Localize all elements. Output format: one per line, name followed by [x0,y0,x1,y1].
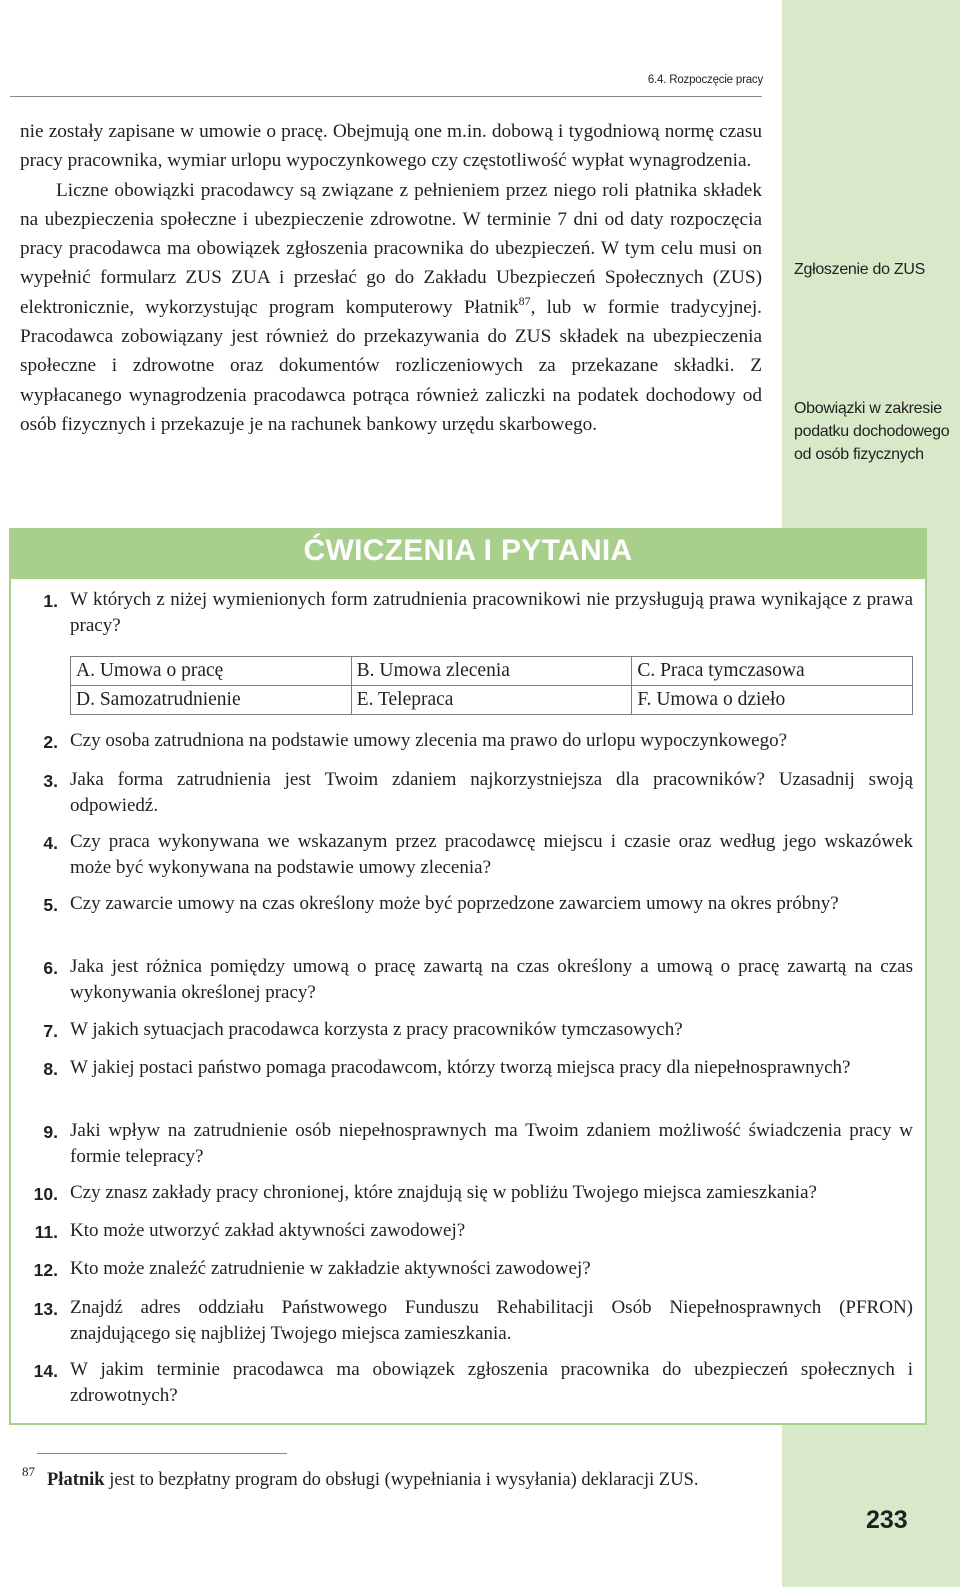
question-number: 4. [43,833,58,853]
footnote-text: jest to bezpłatny program do obsługi (wypełniania i wysyłania) deklaracji ZUS. [104,1470,699,1490]
question-text: Jaki wpływ na zatrudnienie osób niepełnosprawnych ma Twoim zdaniem możliwość świadczenia pracy w formie telepracy? [70,1120,913,1167]
footnote-reference[interactable]: 87 [518,293,531,308]
exercise-title: ĆWICZENIA I PYTANIA [303,534,633,567]
answer-options-table [70,656,913,715]
question-number: 8. [43,1059,58,1079]
footnote [22,1464,699,1494]
question-number: 11. [34,1222,58,1242]
question-text: W których z niżej wymienionych form zatrudnienia pracownikowi nie przysługują prawa wynikające z prawa pracy? [70,589,913,636]
question-text: Kto może znaleźć zatrudnienie w zakładzie aktywności zawodowej? [70,1258,591,1279]
option-c: C. Praca tymczasowa [632,657,913,686]
question-number: 14. [33,1361,58,1381]
question-number: 3. [43,771,58,791]
margin-note-tax: Obowiązki w zakresie podatku dochodowego od osób fizycznych [794,400,950,463]
footnote-divider [37,1453,287,1454]
question-text: Czy praca wykonywana we wskazanym przez pracodawcę miejscu i czasie oraz według jego wskazówek może być wykonywana na podstawie umowy zlecenia? [70,831,913,878]
main-text [20,117,762,439]
question-text: Kto może utworzyć zakład aktywności zawodowej? [70,1220,466,1241]
margin-note-zus: Zgłoszenie do ZUS [794,261,925,278]
question-text: Czy znasz zakłady pracy chronionej, które znajdują się w pobliżu Twojego miejsca zamieszkania? [70,1182,817,1203]
option-a: A. Umowa o pracę [71,657,352,686]
question-number: 13. [33,1299,58,1319]
question-text: Jaka forma zatrudnienia jest Twoim zdaniem najkorzystniejsza dla pracowników? Uzasadnij swoją odpowiedź. [70,769,913,816]
running-head: 6.4. Rozpoczęcie pracy [647,74,763,86]
question-text: W jakiej postaci państwo pomaga pracodawcom, którzy tworzą miejsca pracy dla niepełnosprawnych? [70,1057,851,1078]
question-number: 5. [43,895,58,915]
option-f: F. Umowa o dzieło [632,686,913,715]
question-text: W jakim terminie pracodawca ma obowiązek zgłoszenia pracownika do ubezpieczeń społecznych i zdrowotnych? [70,1359,913,1406]
options-row [71,657,913,686]
options-row [71,686,913,715]
option-e: E. Telepraca [351,686,632,715]
footnote-mark: 87 [22,1464,35,1479]
question-number: 9. [43,1122,58,1142]
paragraph-2-part-2: , lub w formie tradycyjnej. Pracodawca zobowiązany jest również do przekazywania do ZUS składek na ubezpieczenia społeczne i zdrowotne oraz dokumentów rozliczeniowych za przekazane składki. Z wypłacanego wynagrodzenia pracodawca potrąca również zaliczki na podatek dochodowy od osób fizycznych i przekazuje je na rachunek bankowy urzędu skarbowego. [20,296,762,435]
page-number: 233 [866,1506,908,1534]
question-text: W jakich sytuacjach pracodawca korzysta z pracy pracowników tymczasowych? [70,1019,683,1040]
paragraph-2 [20,176,762,440]
question-number: 1. [43,591,58,611]
exercise-header [9,528,927,579]
question-number: 10. [33,1184,58,1204]
question-text: Czy osoba zatrudniona na podstawie umowy zlecenia ma prawo do urlopu wypoczynkowego? [70,730,788,751]
question-number: 6. [43,958,58,978]
paragraph-1: nie zostały zapisane w umowie o pracę. Obejmują one m.in. dobową i tygodniową normę czasu pracy pracownika, wymiar urlopu wypoczynkowego czy częstotliwość wypłat wynagrodzenia. [20,121,762,172]
question-text: Czy zawarcie umowy na czas określony może być poprzedzone zawarciem umowy na okres próbny? [70,893,839,914]
header-divider [10,96,762,97]
question-number: 12. [33,1260,58,1280]
option-b: B. Umowa zlecenia [351,657,632,686]
question-text: Znajdź adres oddziału Państwowego Funduszu Rehabilitacji Osób Niepełnosprawnych (PFRON) znajdującego się najbliżej Twojego miejsca zamieszkania. [70,1297,913,1344]
question-text: Jaka jest różnica pomiędzy umową o pracę zawartą na czas określony a umową o pracę zawartą na czas wykonywania określonej pracy? [70,956,913,1003]
paragraph-2-part-1: Liczne obowiązki pracodawcy są związane z pełnieniem przez niego roli płatnika składek na ubezpieczenia społeczne i ubezpieczenie zdrowotne. W terminie 7 dni od daty rozpoczęcia pracy pracodawca ma obowiązek zgłoszenia pracownika do ubezpieczeń. W tym celu musi on wypełnić formularz ZUS ZUA i przesłać go do Zakładu Ubezpieczeń Społecznych (ZUS) elektronicznie, wykorzystując program komputerowy Płatnik [20,179,762,318]
question-number: 2. [43,732,58,752]
footnote-term: Płatnik [47,1470,105,1490]
question-number: 7. [43,1021,58,1041]
option-d: D. Samozatrudnienie [71,686,352,715]
